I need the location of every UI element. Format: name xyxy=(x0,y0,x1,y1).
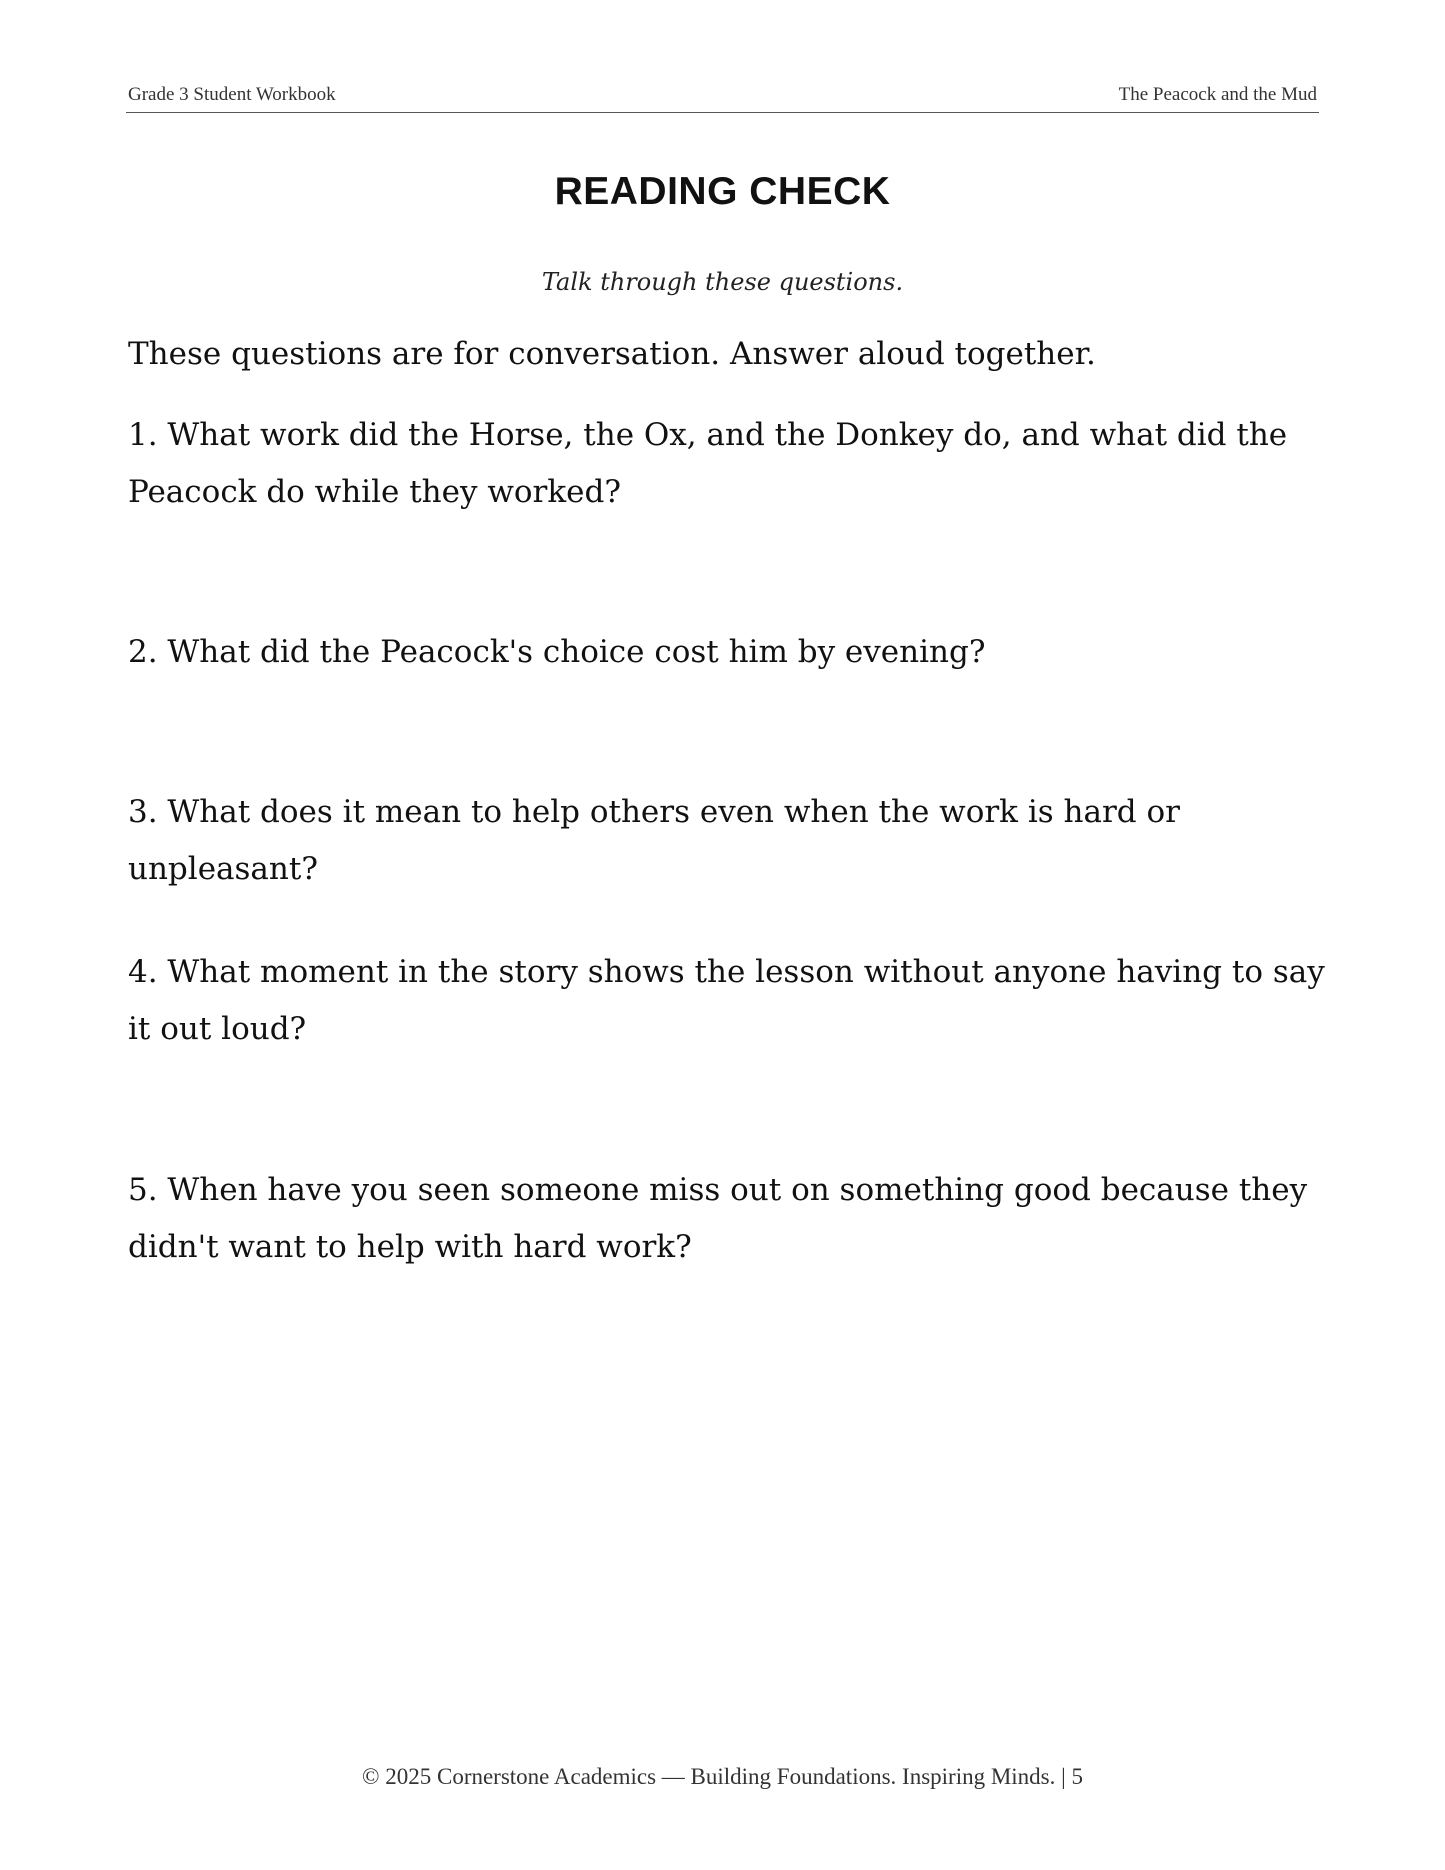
question-3: 3. What does it mean to help others even when the work is hard or unpleasant? xyxy=(128,794,1180,887)
header-workbook-title: Grade 3 Student Workbook xyxy=(128,84,336,105)
question-1: 1. What work did the Horse, the Ox, and the Donkey do, and what did the Peacock do while they worked? xyxy=(128,417,1288,510)
question-5: 5. When have you seen someone miss out on something good because they didn't want to help with hard work? xyxy=(128,1172,1308,1265)
question-4: 4. What moment in the story shows the lesson without anyone having to say it out loud? xyxy=(128,954,1325,1047)
page-header xyxy=(126,82,1319,113)
question-2: 2. What did the Peacock's choice cost him by evening? xyxy=(128,634,986,670)
instructions-subtitle: Talk through these questions. xyxy=(541,268,904,296)
intro-text: These questions are for conversation. Answer aloud together. xyxy=(128,336,1096,372)
header-story-title: The Peacock and the Mud xyxy=(1118,84,1317,105)
page-footer: © 2025 Cornerstone Academics — Building Foundations. Inspiring Minds. | 5 xyxy=(362,1764,1083,1789)
page-title: READING CHECK xyxy=(554,170,891,213)
